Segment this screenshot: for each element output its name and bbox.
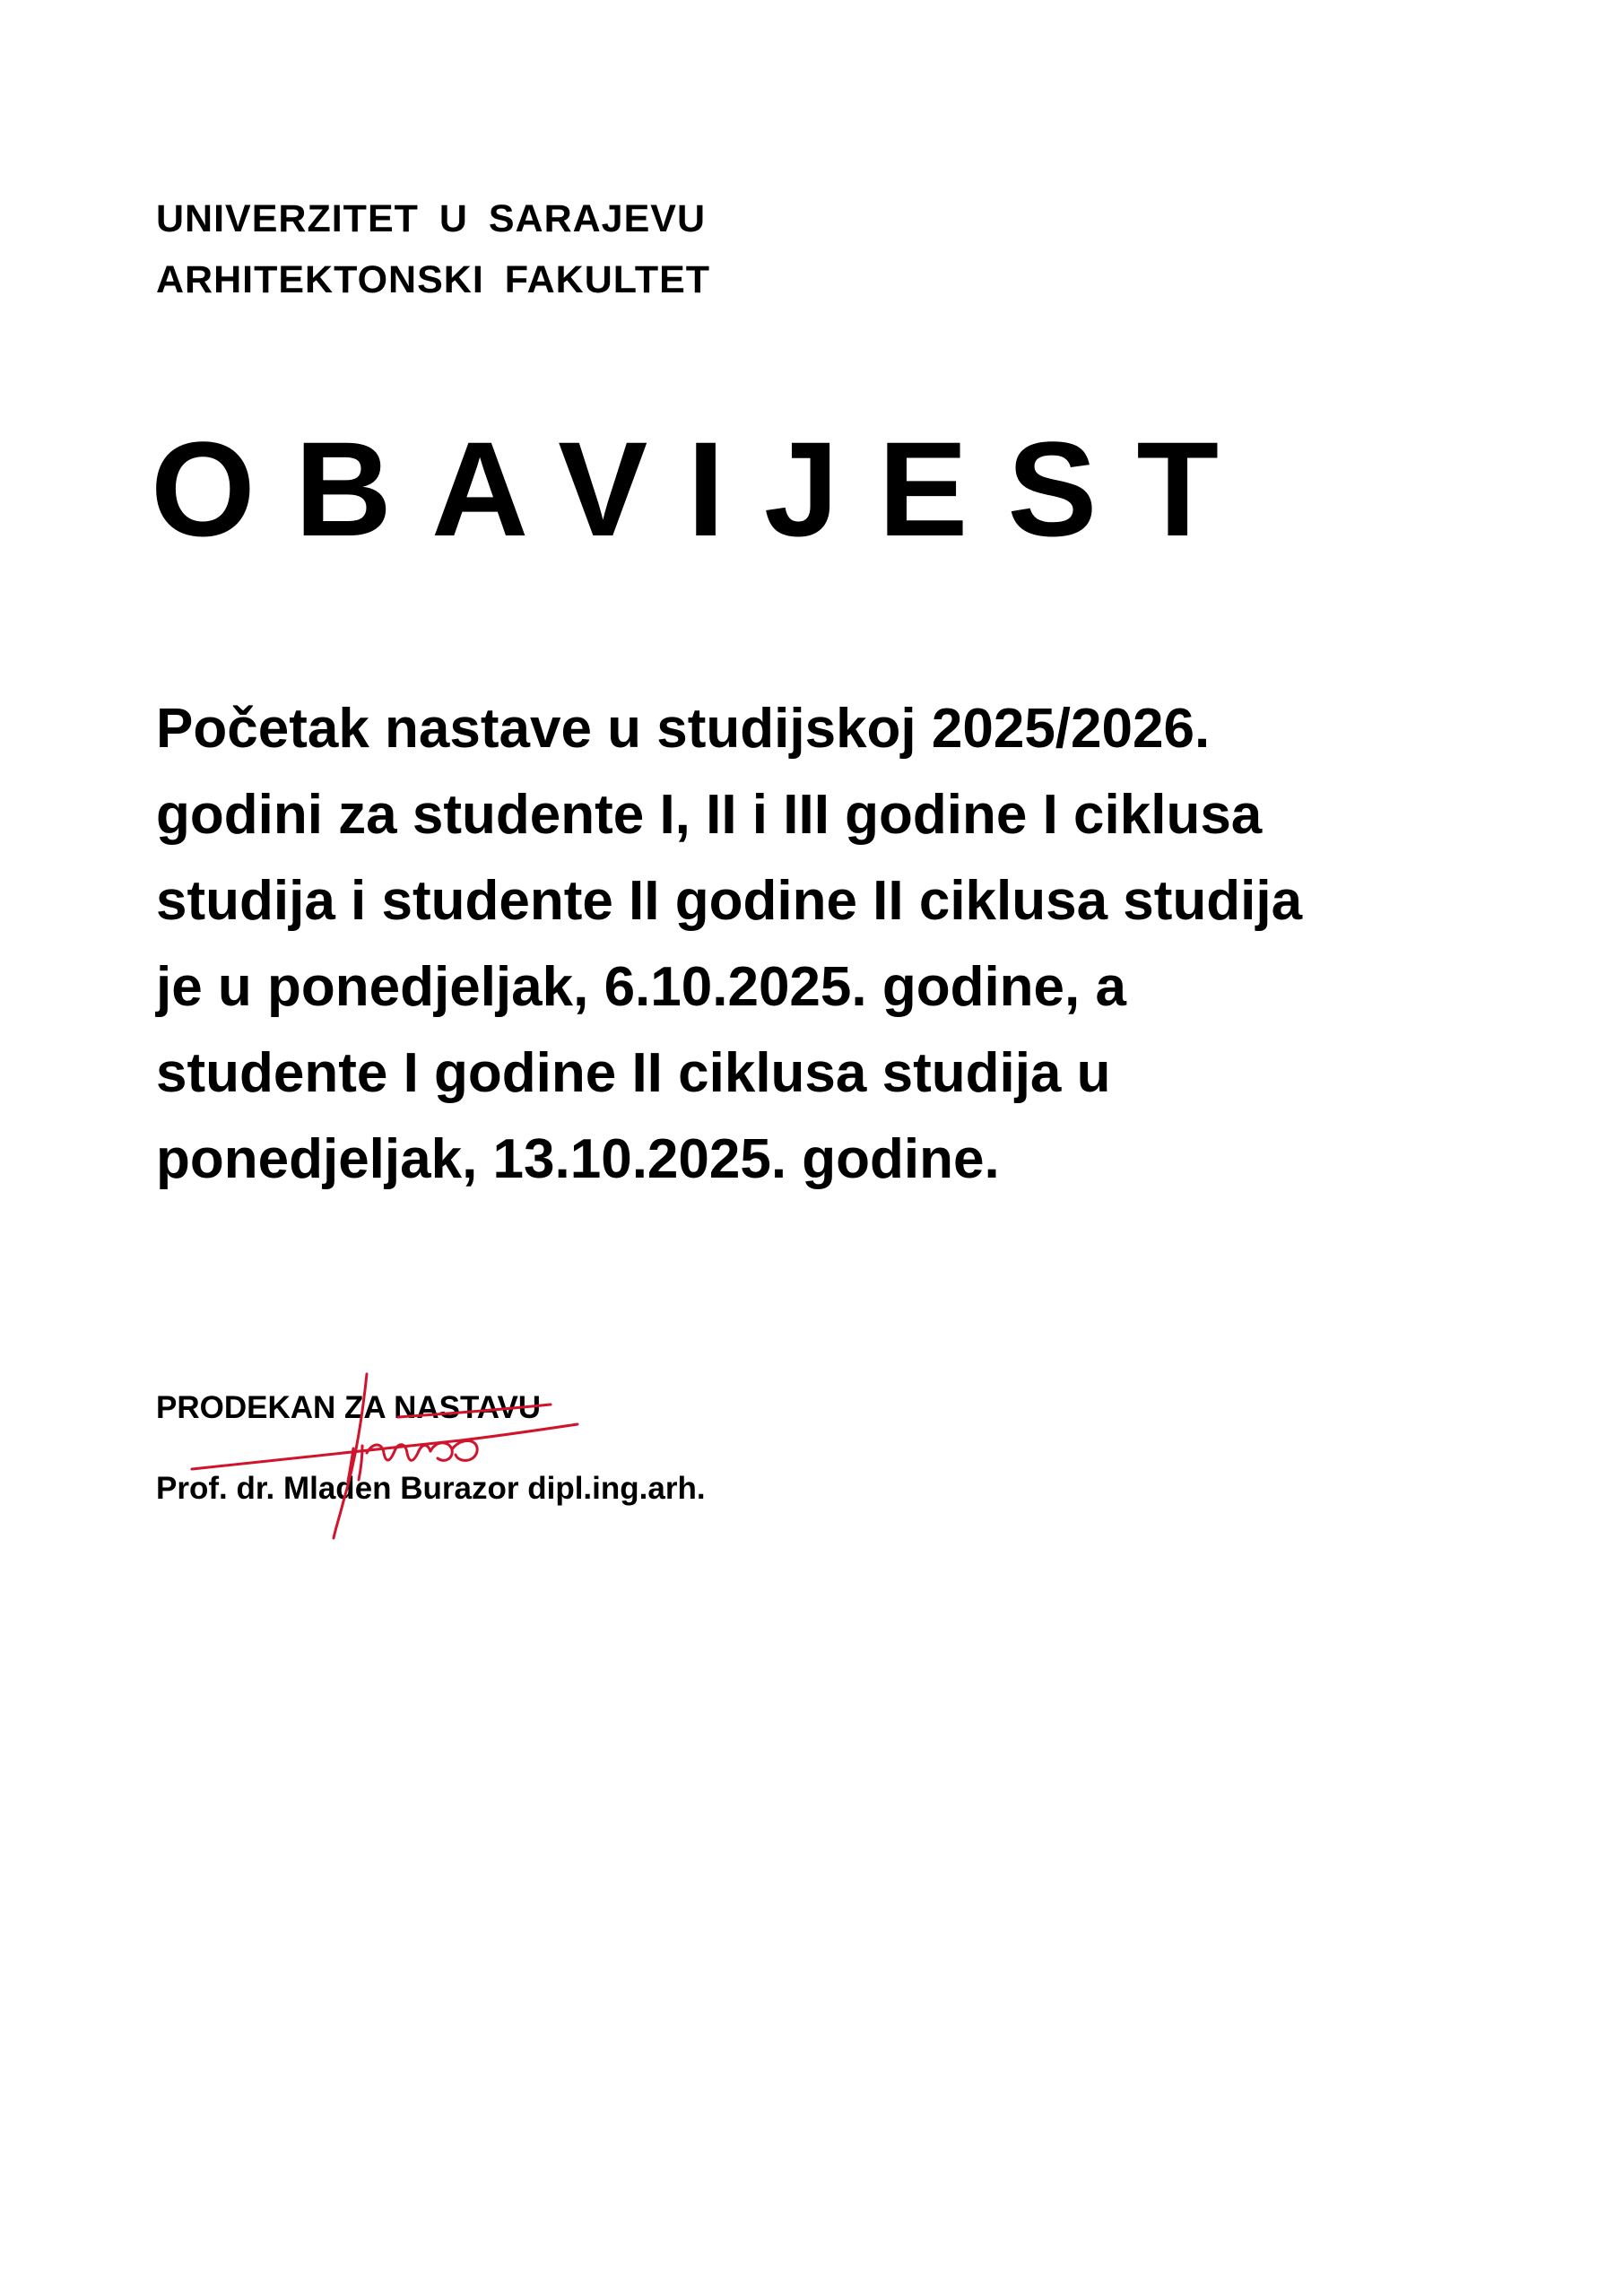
signature-block (156, 1381, 963, 1543)
body-line: Početak nastave u studijskoj 2025/2026. (156, 698, 1211, 760)
body-line: godini za studente I, II i III godine I ciklusa (156, 784, 1263, 846)
body-line: ponedjeljak, 13.10.2025. godine. (156, 1128, 1000, 1190)
faculty-name: ARHITEKTONSKI FAKULTET (156, 258, 711, 301)
institution-header (156, 188, 710, 310)
handwritten-signature (183, 1363, 613, 1543)
university-name: UNIVERZITET U SARAJEVU (156, 197, 707, 240)
body-line: studente I godine II ciklusa studija u (156, 1042, 1111, 1104)
signatory-title: PRODEKAN ZA NASTAVU (156, 1390, 542, 1425)
announcement-body (156, 686, 1519, 1203)
body-line: studija i studente II godine II ciklusa studija (156, 870, 1303, 932)
document-title: OBAVIJEST (151, 413, 1259, 564)
signatory-name: Prof. dr. Mladen Burazor dipl.ing.arh. (156, 1471, 706, 1506)
body-line: je u ponedjeljak, 6.10.2025. godine, a (156, 956, 1126, 1018)
